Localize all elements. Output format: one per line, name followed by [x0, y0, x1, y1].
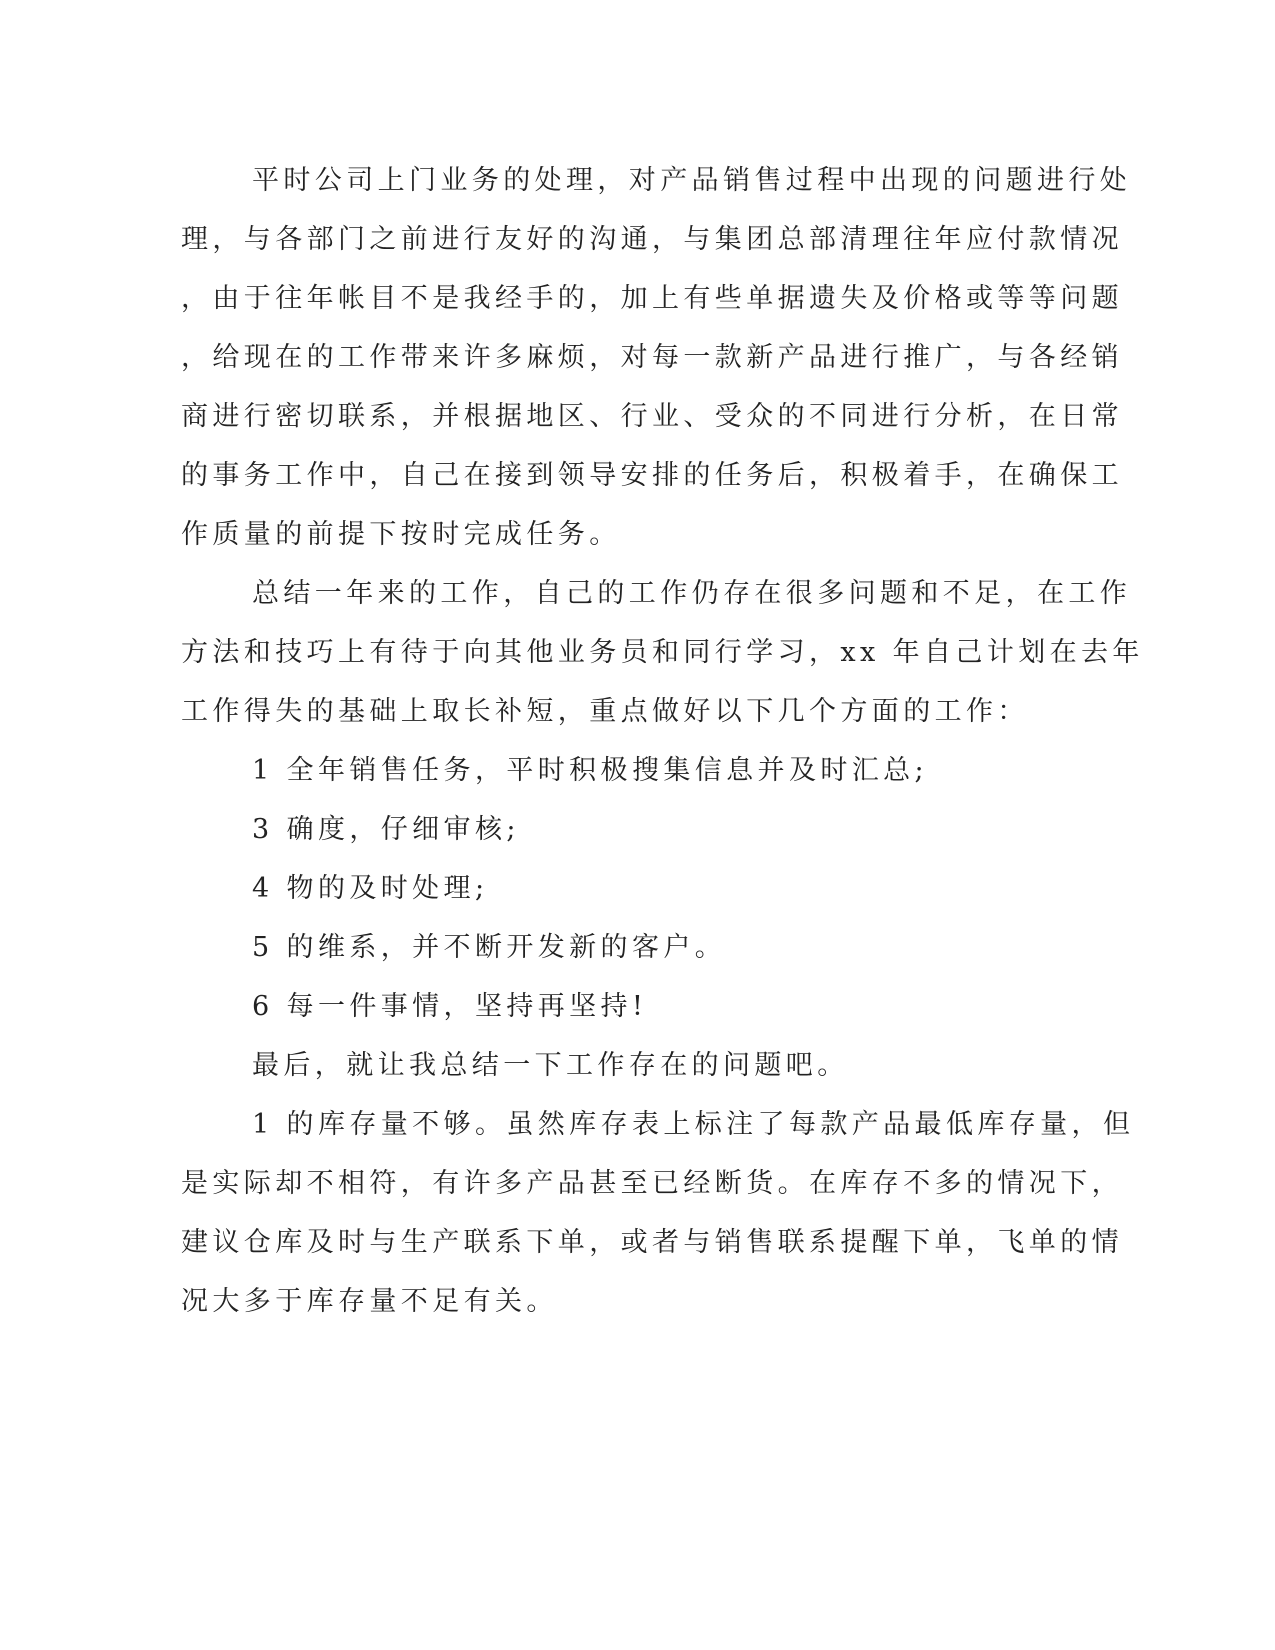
paragraph-line: 况大多于库存量不足有关。 — [181, 1286, 558, 1317]
paragraph-line: 是实际却不相符，有许多产品甚至已经断货。在库存不多的情况下， — [181, 1168, 1123, 1199]
paragraph-line: 最后，就让我总结一下工作存在的问题吧。 — [252, 1050, 849, 1081]
list-item-line: 3 确度，仔细审核; — [252, 814, 520, 845]
paragraph-line: 建议仓库及时与生产联系下单，或者与销售联系提醒下单，飞单的情 — [181, 1227, 1123, 1258]
paragraph-line: ，由于往年帐目不是我经手的，加上有些单据遗失及价格或等等问题 — [181, 283, 1123, 314]
paragraph-line: 作质量的前提下按时完成任务。 — [181, 519, 621, 550]
paragraph-line: 理，与各部门之前进行友好的沟通，与集团总部清理往年应付款情况 — [181, 224, 1123, 255]
paragraph-line: 平时公司上门业务的处理，对产品销售过程中出现的问题进行处 — [252, 165, 1132, 196]
paragraph-line: 商进行密切联系，并根据地区、行业、受众的不同进行分析，在日常 — [181, 401, 1123, 432]
paragraph-line: 总结一年来的工作，自己的工作仍存在很多问题和不足，在工作 — [252, 578, 1132, 609]
list-item-line: 1 全年销售任务，平时积极搜集信息并及时汇总; — [252, 755, 929, 786]
list-item-line: 5 的维系，并不断开发新的客户。 — [252, 932, 727, 963]
paragraph-line: 的事务工作中，自己在接到领导安排的任务后，积极着手，在确保工 — [181, 460, 1123, 491]
paragraph-line: 1 的库存量不够。虽然库存表上标注了每款产品最低库存量，但 — [252, 1109, 1135, 1140]
list-item-line: 4 物的及时处理; — [252, 873, 489, 904]
list-item-line: 6 每一件事情，坚持再坚持! — [252, 991, 648, 1022]
paragraph-line: 工作得失的基础上取长补短，重点做好以下几个方面的工作： — [181, 696, 1029, 727]
paragraph-line: 方法和技巧上有待于向其他业务员和同行学习，xx 年自己计划在去年 — [181, 637, 1144, 668]
paragraph-line: ，给现在的工作带来许多麻烦，对每一款新产品进行推广，与各经销 — [181, 342, 1123, 373]
